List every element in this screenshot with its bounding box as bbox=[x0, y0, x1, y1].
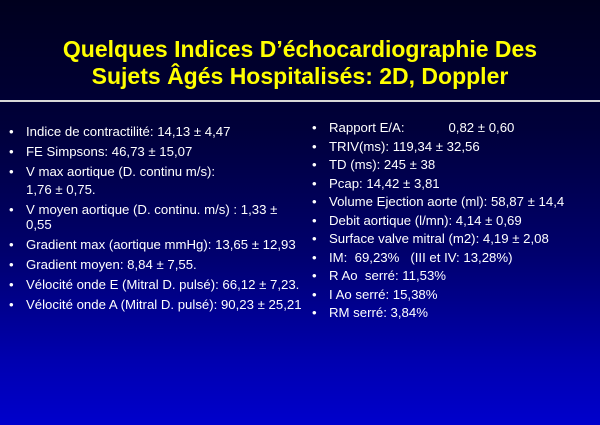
list-item bbox=[6, 277, 306, 292]
bullet-icon: • bbox=[312, 249, 317, 265]
list-item-text: Debit aortique (l/mn): 4,14 ± 0,69 bbox=[329, 212, 522, 228]
right-column-list bbox=[309, 120, 600, 324]
slide-title bbox=[0, 36, 600, 90]
list-item bbox=[309, 213, 600, 228]
bullet-icon: • bbox=[312, 194, 317, 209]
bullet-icon: • bbox=[312, 175, 317, 191]
bullet-icon: • bbox=[9, 202, 14, 217]
list-item bbox=[6, 124, 306, 139]
list-item-text: TRIV(ms): 119,34 ± 32,56 bbox=[329, 138, 480, 154]
list-item-text: 1,76 ± 0,75. bbox=[26, 182, 96, 197]
list-item bbox=[6, 164, 306, 179]
title-divider bbox=[0, 100, 600, 102]
bullet-icon: • bbox=[312, 212, 317, 228]
list-item bbox=[6, 297, 306, 312]
list-item-text: FE Simpsons: 46,73 ± 15,07 bbox=[26, 144, 193, 159]
list-item-text: IM: 69,23% (III et IV: 13,28%) bbox=[329, 249, 513, 265]
list-item bbox=[309, 176, 600, 191]
list-item-text: V moyen aortique (D. continu. m/s) : 1,33 ± 0,55 bbox=[26, 202, 278, 232]
list-item-text: Gradient moyen: 8,84 ± 7,55. bbox=[26, 257, 197, 272]
list-item-continuation bbox=[6, 182, 306, 197]
list-item-text: Volume Ejection aorte (ml): 58,87 ± 14,4 bbox=[329, 194, 565, 209]
list-item bbox=[309, 287, 600, 302]
list-item bbox=[309, 157, 600, 172]
bullet-icon: • bbox=[9, 164, 14, 179]
list-item-text: RM serré: 3,84% bbox=[329, 305, 428, 320]
list-item bbox=[309, 231, 600, 246]
list-item-text: R Ao serré: 11,53% bbox=[329, 268, 447, 283]
bullet-icon: • bbox=[312, 157, 317, 172]
list-item-text: V max aortique (D. continu m/s): bbox=[26, 164, 216, 179]
bullet-icon: • bbox=[9, 124, 14, 139]
bullet-icon: • bbox=[312, 138, 317, 154]
list-item bbox=[309, 268, 600, 283]
bullet-icon: • bbox=[9, 144, 14, 159]
list-item-text: Vélocité onde E (Mitral D. pulsé): 66,12 ± 7,23. bbox=[26, 277, 300, 292]
list-item bbox=[309, 120, 600, 135]
list-item bbox=[309, 250, 600, 265]
list-item-text: I Ao serré: 15,38% bbox=[329, 286, 438, 302]
list-item bbox=[6, 144, 306, 159]
bullet-icon: • bbox=[9, 297, 14, 312]
bullet-icon: • bbox=[312, 231, 317, 246]
title-line-2: Sujets Âgés Hospitalisés: 2D, Doppler bbox=[91, 63, 509, 89]
list-item-text: Surface valve mitral (m2): 4,19 ± 2,08 bbox=[329, 231, 549, 246]
bullet-icon: • bbox=[9, 237, 14, 252]
bullet-icon: • bbox=[312, 120, 317, 135]
bullet-icon: • bbox=[312, 305, 317, 320]
bullet-icon: • bbox=[9, 257, 14, 272]
list-item-text: Rapport E/A: 0,82 ± 0,60 bbox=[329, 120, 515, 135]
title-line-1: Quelques Indices D’échocardiographie Des bbox=[62, 36, 538, 62]
list-item-text: Vélocité onde A (Mitral D. pulsé): 90,23 ± 25,21 bbox=[26, 297, 302, 312]
list-item bbox=[309, 305, 600, 320]
list-item bbox=[6, 237, 306, 252]
list-item bbox=[6, 202, 306, 232]
list-item-text: Indice de contractilité: 14,13 ± 4,47 bbox=[26, 124, 231, 139]
bullet-icon: • bbox=[312, 286, 317, 302]
left-column-list bbox=[6, 124, 306, 317]
list-item bbox=[309, 194, 600, 209]
bullet-icon: • bbox=[312, 268, 317, 283]
list-item-text: Gradient max (aortique mmHg): 13,65 ± 12,93 bbox=[26, 237, 296, 252]
list-item-text: TD (ms): 245 ± 38 bbox=[329, 157, 436, 172]
list-item bbox=[309, 139, 600, 154]
list-item-text: Pcap: 14,42 ± 3,81 bbox=[329, 175, 440, 191]
list-item bbox=[6, 257, 306, 272]
bullet-icon: • bbox=[9, 277, 14, 292]
